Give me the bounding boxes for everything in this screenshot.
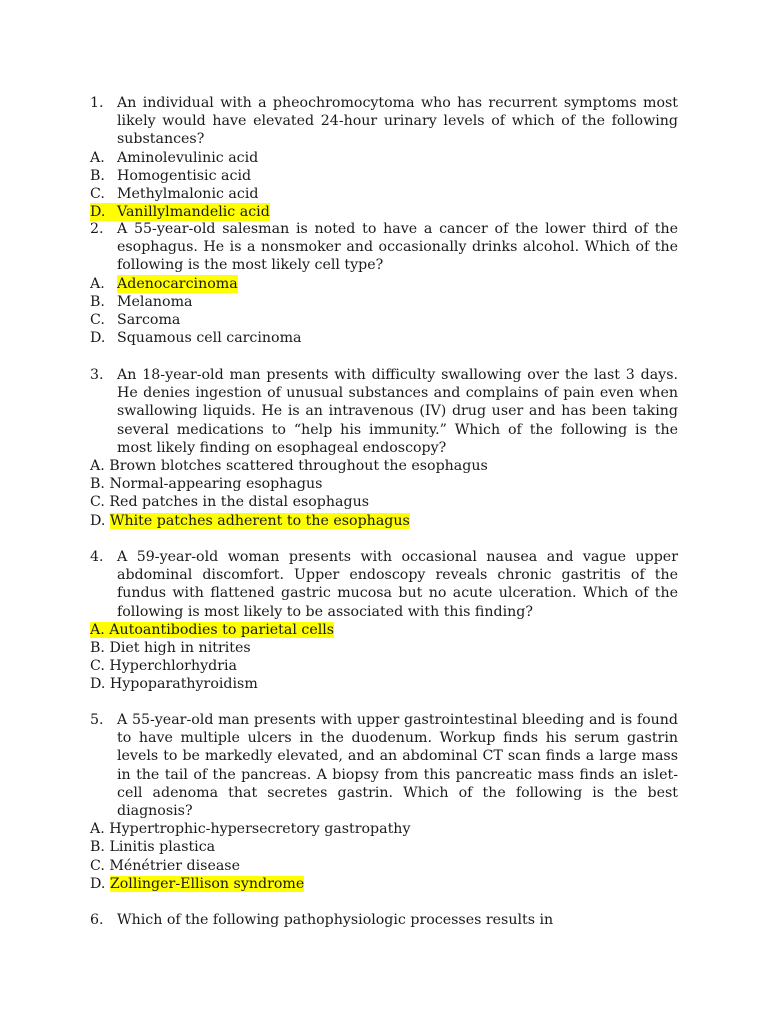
option-text: Hypertrophic-hypersecretory gastropathy [109, 821, 411, 838]
answer-option [90, 457, 678, 475]
question-number: 1. [90, 95, 104, 111]
question-stem: A 55-year-old man presents with upper gastrointestinal bleeding and is found to have multiple ulcers in the duodenum. Workup finds his serum gastrin levels to be markedly elevated, and an abdominal CT scan finds a large mass in the tail of the pancreas. A biopsy from this pancreatic mass finds an islet-cell adenoma that secretes gastrin. Which of the following is the best diagnosis? [117, 712, 678, 820]
option-text: Normal-appearing esophagus [109, 476, 323, 493]
option-text: White patches adherent to the esophagus [109, 512, 410, 529]
answer-option [90, 149, 678, 167]
option-text: Zollinger-Ellison syndrome [109, 875, 305, 892]
option-text: Sarcoma [117, 312, 181, 329]
option-letter: A. [90, 458, 105, 475]
option-letter: B. [90, 640, 105, 657]
question-stem: Which of the following pathophysiologic processes results in [117, 912, 554, 928]
option-letter: C. [90, 494, 105, 511]
option-text: Linitis plastica [109, 839, 216, 856]
answer-option [90, 675, 678, 693]
option-text: Vanillylmandelic acid [117, 204, 270, 221]
question-stem: A 55-year-old salesman is noted to have a cancer of the lower third of the esophagus. He is a nonsmoker and occasionally drinks alcohol. Which of the following is the most likely cell type? [117, 221, 678, 274]
question-5 [90, 711, 678, 893]
answer-option-highlighted [90, 203, 678, 221]
option-letter: D. [90, 330, 106, 347]
option-text: Melanoma [117, 293, 193, 310]
option-letter: B. [90, 293, 105, 310]
answer-option [90, 820, 678, 838]
option-letter: B. [90, 167, 105, 184]
question-number: 5. [90, 712, 104, 728]
option-text: Methylmalonic acid [117, 186, 259, 203]
question-2 [90, 220, 678, 347]
option-letter: A. [90, 621, 105, 638]
answer-option [90, 639, 678, 657]
option-text: Ménétrier disease [109, 857, 240, 874]
option-letter: C. [90, 186, 105, 203]
option-letter: A. [90, 821, 105, 838]
answer-option-highlighted [90, 875, 678, 893]
option-letter: C. [90, 857, 105, 874]
answer-option [90, 838, 678, 856]
option-text: Adenocarcinoma [117, 275, 238, 292]
answer-option [90, 857, 678, 875]
option-text: Squamous cell carcinoma [117, 330, 302, 347]
question-6 [90, 911, 678, 929]
answer-option-highlighted [90, 512, 678, 530]
answer-option-highlighted [90, 275, 678, 293]
option-text: Aminolevulinic acid [117, 149, 259, 166]
option-letter: A. [90, 275, 105, 292]
option-text: Hypoparathyroidism [109, 676, 258, 693]
question-4 [90, 548, 678, 694]
answer-option [90, 475, 678, 493]
option-letter: A. [90, 149, 105, 166]
answer-option [90, 493, 678, 511]
question-3 [90, 366, 678, 530]
question-stem: An 18-year-old man presents with difficulty swallowing over the last 3 days. He denies ingestion of unusual substances and complains of pain even when swallowing liquids. He is an intravenous (IV) drug user and has been taking several medications to “help his immunity.” Which of the following is the most likely finding on esophageal endoscopy? [117, 367, 678, 456]
option-letter: D. [90, 204, 106, 221]
option-letter: D. [90, 875, 106, 892]
question-number: 3. [90, 367, 104, 383]
option-letter: C. [90, 312, 105, 329]
answer-option [90, 167, 678, 185]
question-stem: A 59-year-old woman presents with occasional nausea and vague upper abdominal discomfort. Upper endoscopy reveals chronic gastritis of the fundus with flattened gastric mucosa but no acute ulceration. Which of the following is most likely to be associated with this finding? [117, 549, 678, 620]
option-text: Red patches in the distal esophagus [109, 494, 369, 511]
question-number: 2. [90, 221, 104, 237]
answer-option-highlighted [90, 621, 678, 639]
answer-option [90, 657, 678, 675]
answer-option [90, 185, 678, 203]
option-text: Hyperchlorhydria [109, 658, 237, 675]
option-letter: D. [90, 512, 106, 529]
option-text: Diet high in nitrites [109, 640, 251, 657]
option-letter: B. [90, 476, 105, 493]
question-1 [90, 94, 678, 221]
option-text: Autoantibodies to parietal cells [109, 621, 335, 638]
option-text: Brown blotches scattered throughout the esophagus [109, 458, 488, 475]
question-number: 6. [90, 912, 104, 928]
answer-option [90, 293, 678, 311]
question-number: 4. [90, 549, 104, 565]
answer-option [90, 329, 678, 347]
option-letter: B. [90, 839, 105, 856]
option-letter: D. [90, 676, 106, 693]
answer-option [90, 311, 678, 329]
question-stem: An individual with a pheochromocytoma who has recurrent symptoms most likely would have elevated 24-hour urinary levels of which of the following substances? [117, 95, 678, 148]
option-text: Homogentisic acid [117, 167, 252, 184]
option-letter: C. [90, 658, 105, 675]
